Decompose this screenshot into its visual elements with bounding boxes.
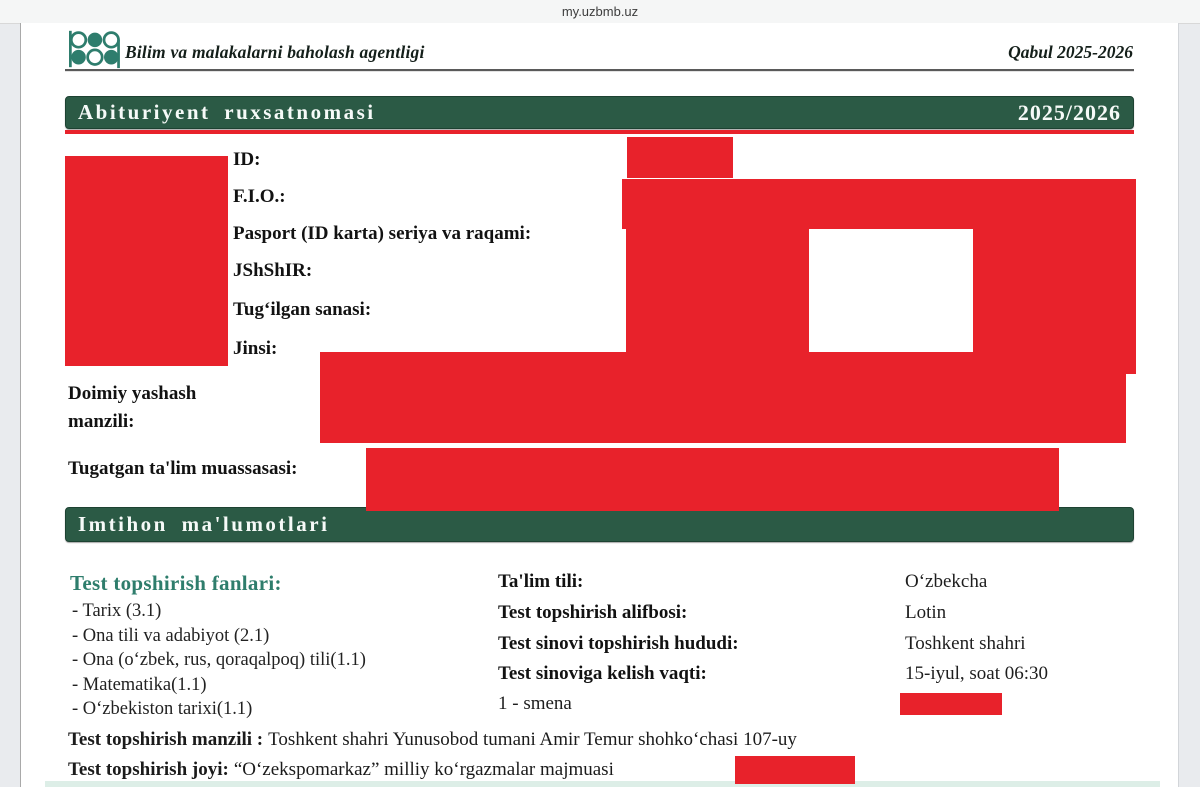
redaction-school-value — [366, 448, 1059, 511]
browser-url-bar[interactable] — [0, 0, 1200, 24]
redaction-fio-value — [622, 179, 1136, 229]
detail-label-alphabet: Test topshirish alifbosi: — [498, 602, 688, 623]
field-label-birthdate: Tugʻilgan sanasi: — [233, 299, 372, 320]
test-venue-label: Test topshirish joyi: — [68, 759, 229, 780]
redaction-photo — [65, 156, 228, 366]
field-label-address — [68, 380, 196, 436]
exam-banner — [65, 507, 1134, 542]
detail-value-region: Toshkent shahri — [905, 633, 1026, 654]
subject-item: - Ona (oʻzbek, rus, qoraqalpoq) tili(1.1) — [72, 650, 366, 670]
field-label-jshshir: JShShIR: — [233, 260, 313, 281]
field-label-passport: Pasport (ID karta) seriya va raqami: — [233, 223, 532, 244]
address-label-line1: Doimiy yashash — [68, 383, 197, 404]
redaction-id-value — [627, 137, 733, 178]
detail-label-language: Ta'lim tili: — [498, 571, 584, 592]
bba-logo-icon — [66, 29, 122, 69]
subject-item: - Tarix (3.1) — [72, 601, 162, 621]
detail-value-alphabet: Lotin — [905, 602, 947, 623]
permit-banner — [65, 96, 1134, 129]
agency-title: Bilim va malakalarni baholash agentligi — [125, 42, 425, 62]
redaction-strip-under-banner — [65, 130, 1134, 134]
test-venue-value: “Oʻzekspomarkaz” milliy koʻrgazmalar majmuasi — [233, 759, 614, 780]
test-address-label: Test topshirish manzili : — [68, 729, 264, 750]
field-label-id: ID: — [233, 149, 261, 170]
subjects-title: Test topshirish fanlari: — [70, 571, 282, 595]
address-label-line2: manzili: — [68, 411, 135, 432]
exam-banner-title: Imtihon ma'lumotlari — [78, 512, 330, 536]
subject-item: - Ona tili va adabiyot (2.1) — [72, 626, 270, 646]
redaction-venue-value — [735, 756, 855, 784]
field-label-school: Tugatgan ta'lim muassasasi: — [68, 458, 298, 479]
field-label-fio: F.I.O.: — [233, 186, 286, 207]
redaction-shift-value — [900, 693, 1002, 715]
test-venue-line — [68, 759, 614, 781]
permit-banner-title: Abituriyent ruxsatnomasi — [78, 100, 376, 124]
detail-value-arrival-time: 15-iyul, soat 06:30 — [905, 663, 1049, 684]
header-divider — [65, 69, 1134, 72]
detail-label-arrival-time: Test sinoviga kelish vaqti: — [498, 663, 707, 684]
permit-banner-year: 2025/2026 — [1017, 99, 1121, 125]
detail-label-region: Test sinovi topshirish hududi: — [498, 633, 739, 654]
subject-item: - Oʻzbekiston tarixi(1.1) — [72, 699, 253, 719]
url-text: my.uzbmb.uz — [561, 4, 639, 19]
field-label-gender: Jinsi: — [233, 338, 278, 359]
test-address-line — [68, 729, 797, 751]
redaction-address-value — [320, 352, 1126, 443]
subject-item: - Matematika(1.1) — [72, 675, 207, 695]
redaction-passport-values — [626, 228, 809, 356]
test-address-value: Toshkent shahri Yunusobod tumani Amir Temur shohkoʻchasi 107-uy — [268, 729, 797, 750]
detail-label-shift: 1 - smena — [498, 693, 572, 714]
admission-year-label: Qabul 2025-2026 — [1008, 42, 1133, 62]
detail-value-language: Oʻzbekcha — [905, 571, 988, 592]
next-section-edge — [45, 781, 1160, 787]
